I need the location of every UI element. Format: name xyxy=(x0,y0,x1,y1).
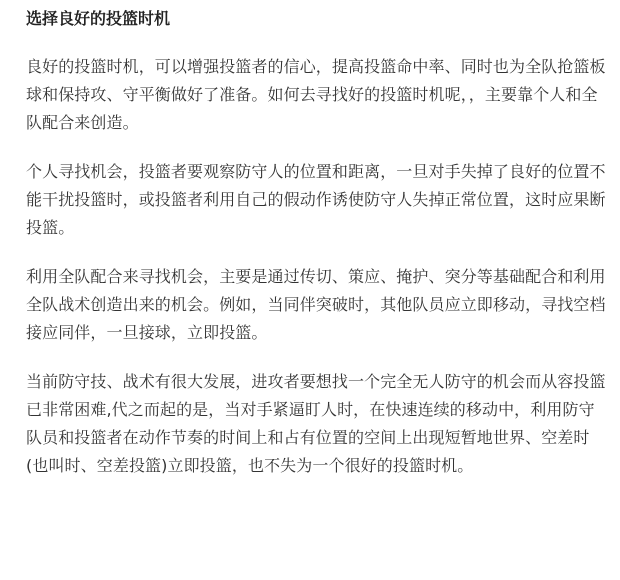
article-paragraph-2: 个人寻找机会，投篮者要观察防守人的位置和距离，一旦对手失掉了良好的位置不能干扰投篮时，或投篮者利用自己的假动作诱使防守人失掉正常位置，这时应果断投篮。 xyxy=(26,162,606,237)
article-paragraph-1: 良好的投篮时机，可以增强投篮者的信心，提高投篮命中率、同时也为全队抢篮板球和保持攻、守平衡做好了准备。如何去寻找好的投篮时机呢，，主要靠个人和全队配合来创造。 xyxy=(26,57,606,132)
article-paragraph-3: 利用全队配合来寻找机会，主要是通过传切、策应、掩护、突分等基础配合和利用全队战术创造出来的机会。例如，当同伴突破时，其他队员应立即移动，寻找空档接应同伴，一旦接球，立即投篮。 xyxy=(26,267,606,342)
article-title: 选择良好的投篮时机 xyxy=(26,9,171,28)
article-paragraph-4: 当前防守技、战术有很大发展，进攻者要想找一个完全无人防守的机会而从容投篮已非常困难,代之而起的是，当对手紧逼盯人时，在快速连续的移动中，利用防守队员和投篮者在动作节奏的时间上和占有位置的空间上出现短暂地世界、空差时(也叫时、空差投篮)立即投篮，也不失为一个很好的投篮时机。 xyxy=(26,372,606,475)
